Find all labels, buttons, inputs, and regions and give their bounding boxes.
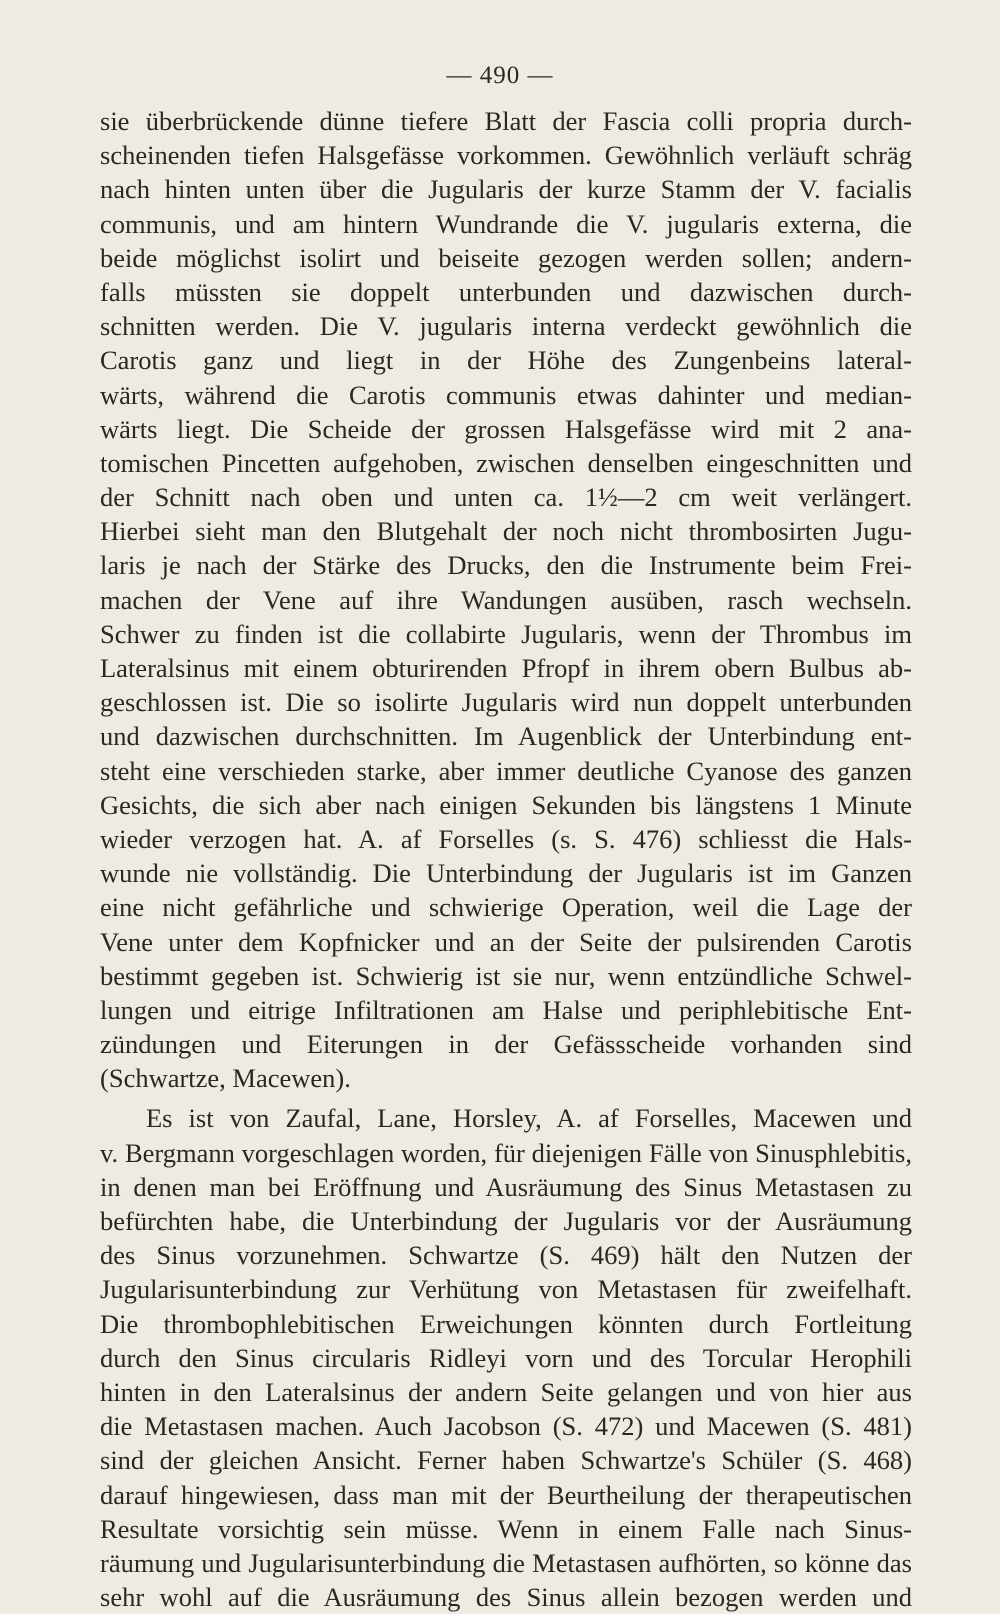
text-line: beide möglichst isolirt und beiseite gezogen werden sollen; andern- — [100, 242, 912, 273]
text-line: in denen man bei Eröffnung und Ausräumung des Sinus Metastasen zu — [100, 1171, 912, 1202]
text-line: Vene unter dem Kopfnicker und an der Seite der pulsirenden Carotis — [100, 926, 912, 957]
text-line: steht eine verschieden starke, aber immer deutliche Cyanose des ganzen — [100, 755, 912, 786]
text-line: wärts, während die Carotis communis etwas dahinter und median- — [100, 379, 912, 410]
text-line: scheinenden tiefen Halsgefässe vorkommen. Gewöhnlich verläuft schräg — [100, 140, 912, 171]
text-line: Schwer zu finden ist die collabirte Jugularis, wenn der Thrombus im — [100, 618, 912, 649]
text-line: des Sinus vorzunehmen. Schwartze (S. 469) hält den Nutzen der — [100, 1240, 912, 1271]
text-line: sie überbrückende dünne tiefere Blatt der Fascia colli propria durch- — [100, 106, 912, 136]
text-line: sehr wohl auf die Ausräumung des Sinus allein bezogen werden und — [100, 1582, 912, 1613]
text-line: und dazwischen durchschnitten. Im Augenblick der Unterbindung ent- — [100, 721, 912, 752]
text-line: sind der gleichen Ansicht. Ferner haben Schwartze's Schüler (S. 468) — [100, 1445, 912, 1476]
text-line: hinten in den Lateralsinus der andern Seite gelangen und von hier aus — [100, 1376, 912, 1407]
text-line: Hierbei sieht man den Blutgehalt der noch nicht thrombosirten Jugu- — [100, 516, 912, 547]
text-line: schnitten werden. Die V. jugularis interna verdeckt gewöhnlich die — [100, 311, 912, 342]
text-line: wieder verzogen hat. A. af Forselles (s. S. 476) schliesst die Hals- — [100, 823, 912, 854]
paragraph-1 — [100, 104, 912, 1095]
text-line: eine nicht gefährliche und schwierige Operation, weil die Lage der — [100, 892, 912, 923]
text-line: lungen und eitrige Infiltrationen am Halse und periphlebitische Ent- — [100, 994, 912, 1025]
text-line: falls müssten sie doppelt unterbunden und dazwischen durch- — [100, 276, 912, 307]
text-line: (Schwartze, Macewen). — [100, 1063, 351, 1094]
text-line: communis, und am hintern Wundrande die V. jugularis externa, die — [100, 208, 912, 239]
text-line: Carotis ganz und liegt in der Höhe des Zungenbeins lateral- — [100, 345, 912, 376]
text-line: wärts liegt. Die Scheide der grossen Halsgefässe wird mit 2 ana- — [100, 413, 912, 444]
text-line: laris je nach der Stärke des Drucks, den die Instrumente beim Frei- — [100, 550, 912, 581]
text-line: die Metastasen machen. Auch Jacobson (S. 472) und Macewen (S. 481) — [100, 1411, 912, 1442]
text-line: Jugularisunterbindung zur Verhütung von Metastasen für zweifelhaft. — [100, 1274, 912, 1305]
text-line: bestimmt gegeben ist. Schwierig ist sie nur, wenn entzündliche Schwel- — [100, 960, 912, 991]
text-line: der Schnitt nach oben und unten ca. 1½—2 cm weit verlängert. — [100, 482, 912, 513]
text-line: nach hinten unten über die Jugularis der kurze Stamm der V. facialis — [100, 174, 912, 205]
page-number: — 490 — — [446, 62, 554, 89]
text-line: geschlossen ist. Die so isolirte Jugularis wird nun doppelt unterbunden — [100, 687, 912, 718]
text-line: zündungen und Eiterungen in der Gefässscheide vorhanden sind — [100, 1029, 912, 1060]
body-text — [100, 104, 912, 1614]
text-line: durch den Sinus circularis Ridleyi vorn und des Torcular Herophili — [100, 1342, 912, 1373]
text-line: tomischen Pincetten aufgehoben, zwischen denselben eingeschnitten und — [100, 447, 912, 478]
text-line: räumung und Jugularisunterbindung die Metastasen aufhörten, so könne das — [100, 1547, 912, 1578]
paragraph-2 — [100, 1101, 912, 1614]
text-line: darauf hingewiesen, dass man mit der Beurtheilung der therapeutischen — [100, 1479, 912, 1510]
text-line: machen der Vene auf ihre Wandungen ausüben, rasch wechseln. — [100, 584, 912, 615]
text-line: wunde nie vollständig. Die Unterbindung der Jugularis ist im Ganzen — [100, 858, 912, 889]
text-line: befürchten habe, die Unterbindung der Jugularis vor der Ausräumung — [100, 1206, 912, 1236]
text-line: Lateralsinus mit einem obturirenden Pfropf in ihrem obern Bulbus ab- — [100, 653, 912, 683]
text-line: Resultate vorsichtig sein müsse. Wenn in einem Falle nach Sinus- — [100, 1513, 912, 1544]
text-line: Es ist von Zaufal, Lane, Horsley, A. af Forselles, Macewen und — [146, 1103, 912, 1134]
text-line: Die thrombophlebitischen Erweichungen könnten durch Fortleitung — [100, 1308, 912, 1339]
text-line: v. Bergmann vorgeschlagen worden, für diejenigen Fälle von Sinusphlebitis, — [100, 1137, 912, 1168]
text-line: Gesichts, die sich aber nach einigen Sekunden bis längstens 1 Minute — [100, 789, 912, 820]
